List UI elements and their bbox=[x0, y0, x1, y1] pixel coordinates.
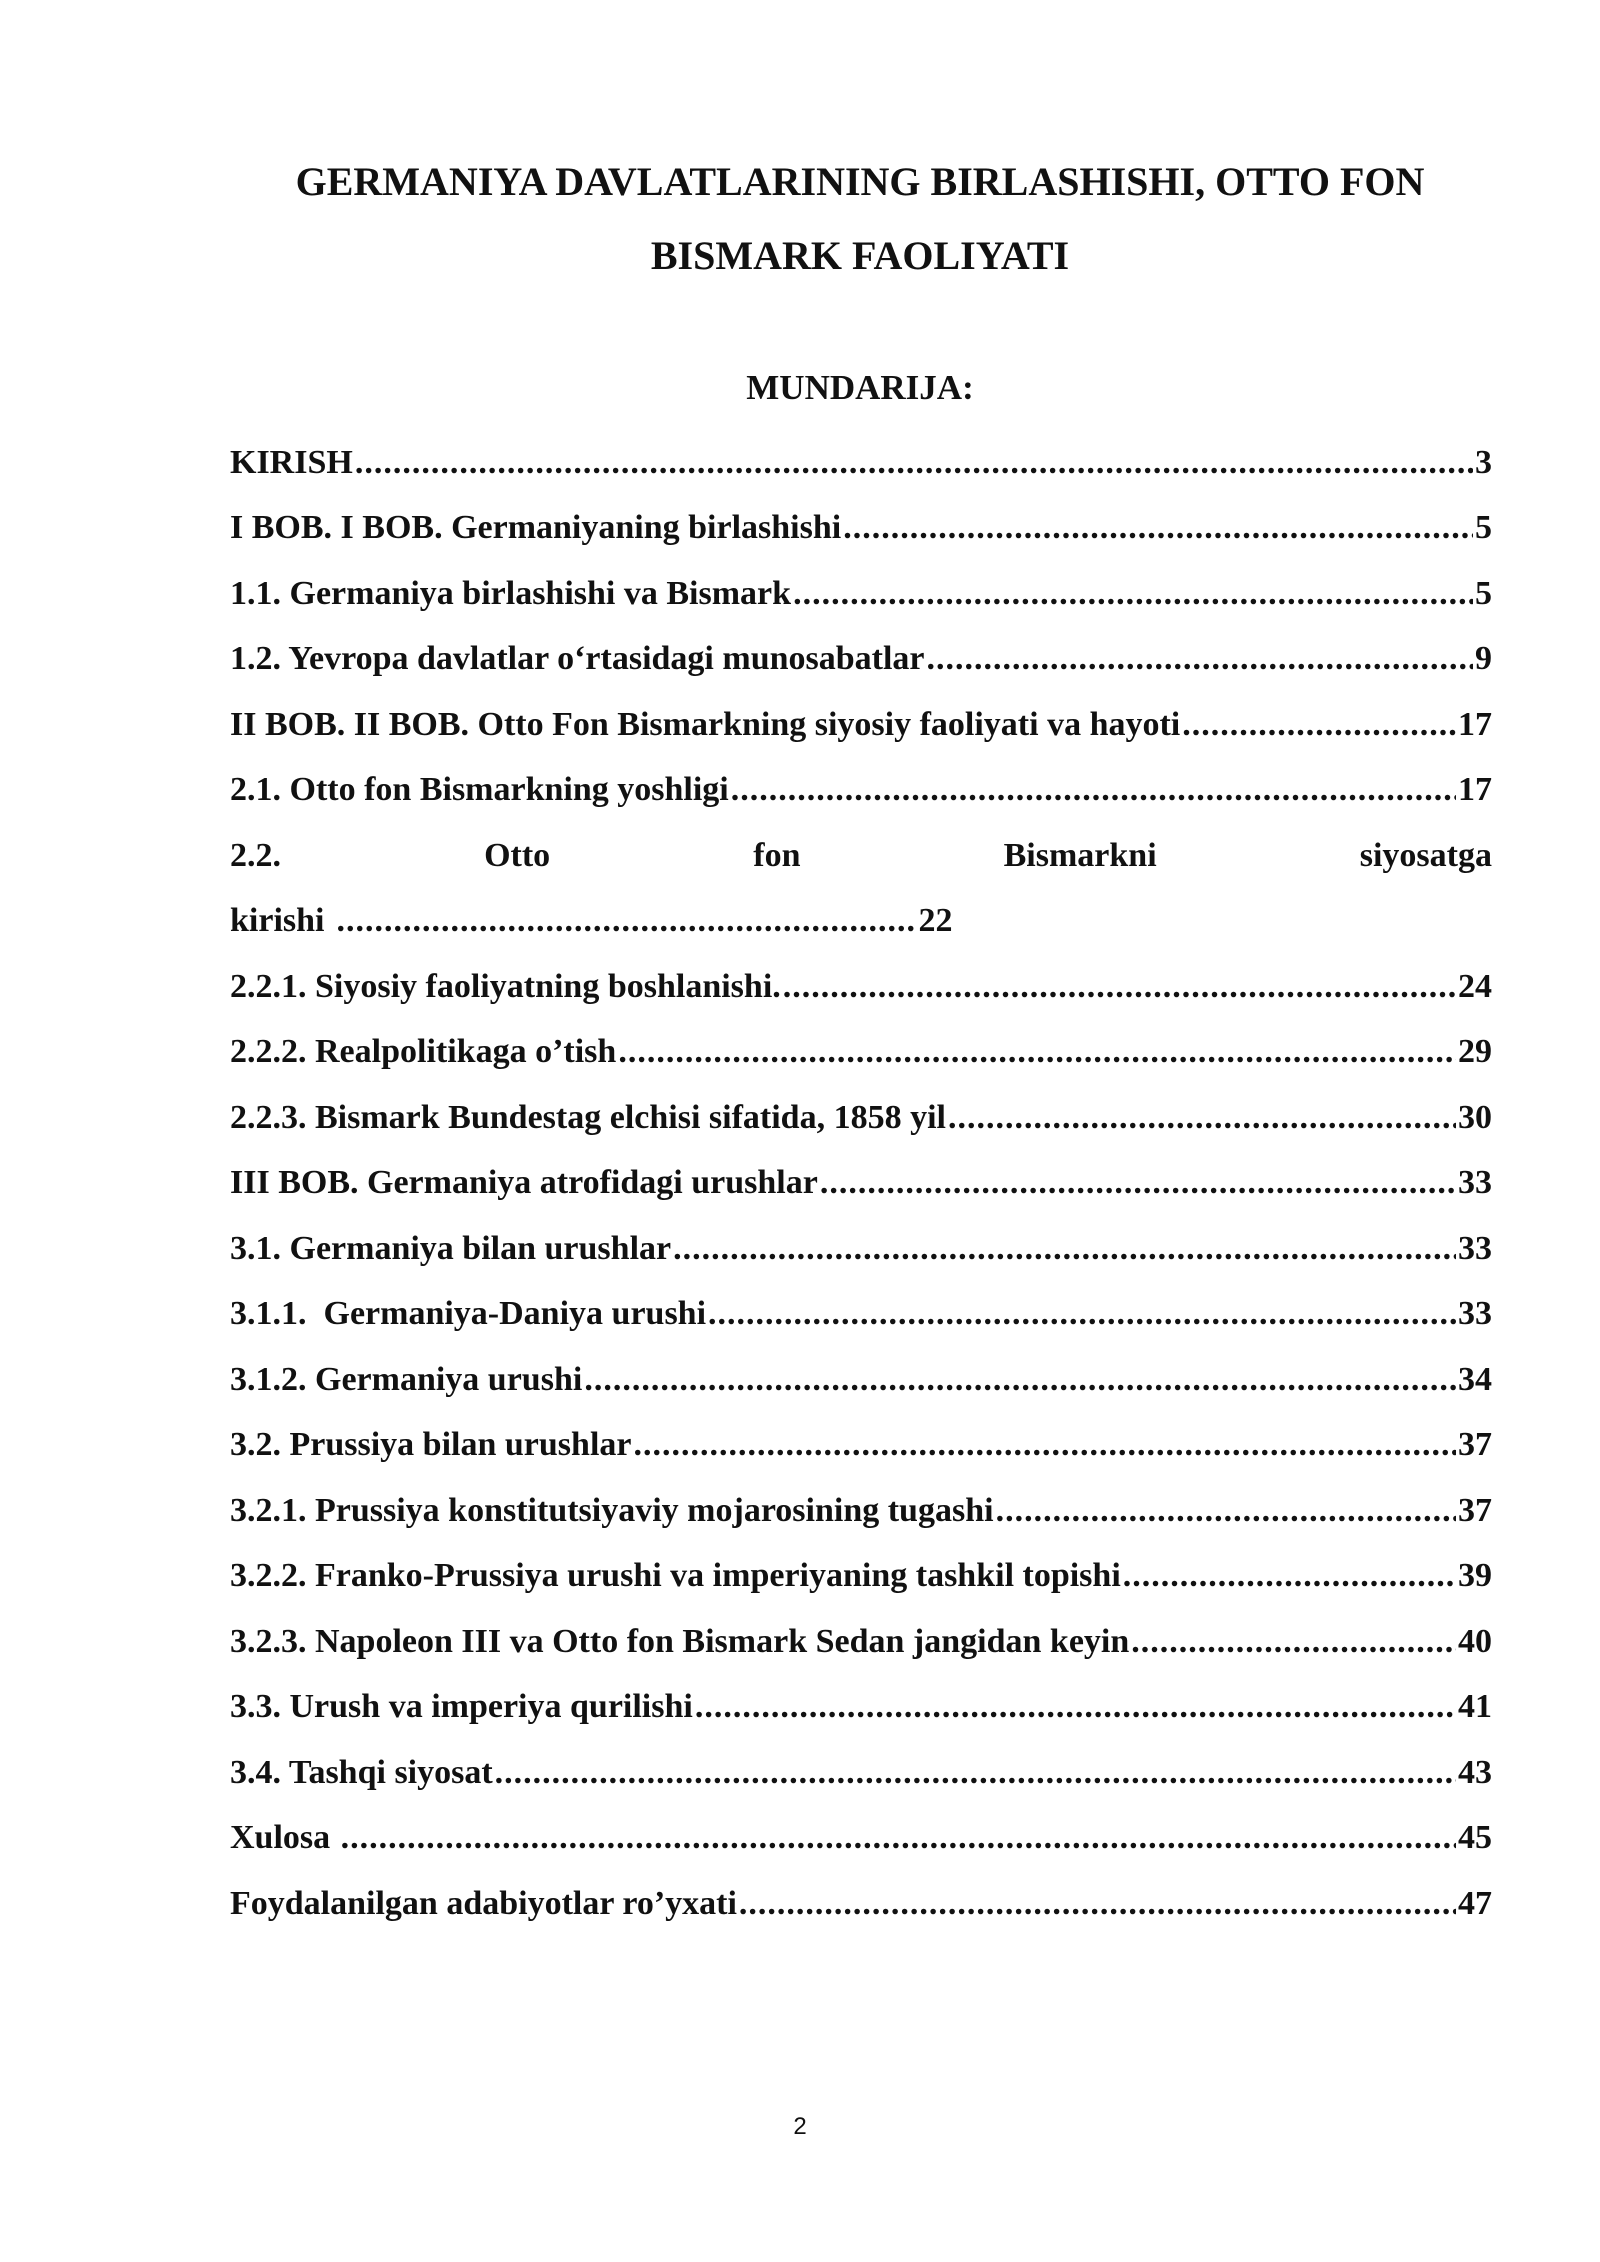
dot-leader bbox=[1131, 1623, 1456, 1661]
toc-entry-label: 3.2.1. Prussiya konstitutsiyaviy mojarosining tugashi bbox=[230, 1491, 994, 1529]
toc-entry-label: I BOB. I BOB. Germaniyaning birlashishi bbox=[230, 509, 842, 547]
dot-leader bbox=[783, 968, 1456, 1006]
dot-leader bbox=[618, 1033, 1456, 1071]
toc-entry bbox=[230, 1413, 1492, 1479]
toc-entry-label: 1.1. Germaniya birlashishi va Bismark bbox=[230, 574, 792, 612]
toc-entry-page: 43 bbox=[1458, 1753, 1492, 1791]
toc-entry bbox=[230, 1675, 1492, 1741]
toc-entry-label: 3.2. Prussiya bilan urushlar bbox=[230, 1426, 632, 1464]
toc-entry bbox=[230, 627, 1492, 693]
toc-entry bbox=[230, 561, 1492, 627]
toc-entry bbox=[230, 954, 1492, 1020]
toc-entry-page: 5 bbox=[1475, 574, 1492, 612]
table-of-contents bbox=[230, 430, 1492, 1937]
toc-entry bbox=[230, 1216, 1492, 1282]
toc-entry-label: Xulosa bbox=[230, 1819, 339, 1857]
toc-entry-label: Foydalanilgan adabiyotlar ro’yxati bbox=[230, 1884, 737, 1922]
toc-entry-page: 39 bbox=[1458, 1557, 1492, 1595]
toc-entry-page: 41 bbox=[1458, 1688, 1492, 1726]
toc-entry-label: KIRISH bbox=[230, 443, 353, 481]
toc-entry-page: 33 bbox=[1458, 1229, 1492, 1267]
toc-entry bbox=[230, 1544, 1492, 1610]
toc-entry bbox=[230, 1740, 1492, 1806]
toc-entry-page: 30 bbox=[1458, 1098, 1492, 1136]
toc-entry-label: 2.2.2. Realpolitikaga o’tish bbox=[230, 1033, 617, 1071]
title-line-2: BISMARK FAOLIYATI bbox=[650, 233, 1070, 278]
toc-entry bbox=[230, 1151, 1492, 1217]
toc-entry-label: 2.2.3. Bismark Bundestag elchisi sifatida, 1858 yil bbox=[230, 1098, 946, 1136]
toc-entry-page: 34 bbox=[1458, 1360, 1492, 1398]
dot-leader bbox=[739, 1885, 1456, 1923]
toc-entry-page: 29 bbox=[1458, 1033, 1492, 1071]
dot-leader bbox=[793, 575, 1473, 613]
dot-leader bbox=[633, 1426, 1456, 1464]
toc-entry-label: 3.3. Urush va imperiya qurilishi bbox=[230, 1688, 693, 1726]
toc-entry-label: 3.1. Germaniya bilan urushlar bbox=[230, 1229, 672, 1267]
toc-entry bbox=[230, 430, 1492, 496]
toc-entry-page: 45 bbox=[1458, 1819, 1492, 1857]
toc-word: Otto bbox=[484, 836, 551, 874]
toc-entry-page: 37 bbox=[1458, 1426, 1492, 1464]
toc-entry bbox=[230, 1085, 1492, 1151]
toc-entry-page: 33 bbox=[1458, 1164, 1492, 1202]
toc-entry-label: 3.1.2. Germaniya urushi bbox=[230, 1360, 583, 1398]
toc-entry-page: 5 bbox=[1475, 509, 1492, 547]
dot-leader bbox=[673, 1230, 1456, 1268]
toc-entry-label: 3.4. Tashqi siyosat bbox=[230, 1753, 493, 1791]
toc-entry bbox=[230, 1347, 1492, 1413]
dot-leader bbox=[1182, 706, 1456, 744]
toc-entry-page: 3 bbox=[1475, 443, 1492, 481]
dot-leader bbox=[843, 509, 1473, 547]
toc-entry bbox=[230, 1282, 1492, 1348]
toc-entry-label: III BOB. Germaniya atrofidagi urushlar bbox=[230, 1164, 818, 1202]
toc-entry-page: 17 bbox=[1458, 771, 1492, 809]
dot-leader bbox=[495, 1754, 1456, 1792]
toc-entry bbox=[230, 1020, 1492, 1086]
dot-leader bbox=[336, 902, 916, 940]
toc-entry-page: 33 bbox=[1458, 1295, 1492, 1333]
page-number: 2 bbox=[793, 2113, 807, 2140]
toc-entry-justified bbox=[230, 823, 1492, 889]
toc-word: siyosatga bbox=[1359, 836, 1492, 874]
toc-entry-page: 40 bbox=[1458, 1622, 1492, 1660]
dot-leader bbox=[355, 444, 1473, 482]
toc-entry bbox=[230, 889, 1492, 955]
document-title bbox=[220, 145, 1500, 293]
dot-leader bbox=[695, 1688, 1456, 1726]
dot-leader bbox=[948, 1099, 1456, 1137]
dot-leader bbox=[996, 1492, 1456, 1530]
toc-entry-label: 2.1. Otto fon Bismarkning yoshligi bbox=[230, 771, 729, 809]
dot-leader bbox=[708, 1295, 1456, 1333]
toc-word: 2.2. bbox=[230, 836, 281, 874]
toc-entry-label: II BOB. II BOB. Otto Fon Bismarkning siyosiy faoliyati va hayoti bbox=[230, 705, 1181, 743]
dot-leader bbox=[341, 1819, 1456, 1857]
dot-leader bbox=[927, 640, 1473, 678]
toc-word: fon bbox=[753, 836, 801, 874]
toc-entry-page: 17 bbox=[1458, 705, 1492, 743]
toc-entry-label: kirishi bbox=[230, 902, 325, 940]
toc-entry-label: 1.2. Yevropa davlatlar o‘rtasidagi munosabatlar bbox=[230, 640, 925, 678]
title-line-1: GERMANIYA DAVLATLARINING BIRLASHISHI, OTTO FON bbox=[295, 159, 1425, 204]
toc-entry-page: 37 bbox=[1458, 1491, 1492, 1529]
toc-word: Bismarkni bbox=[1003, 836, 1157, 874]
dot-leader bbox=[731, 771, 1456, 809]
toc-entry-page: 24 bbox=[1458, 967, 1492, 1005]
toc-entry-label: 2.2.1. Siyosiy faoliyatning boshlanishi. bbox=[230, 967, 781, 1005]
toc-entry-label: 3.2.2. Franko-Prussiya urushi va imperiyaning tashkil topishi bbox=[230, 1557, 1121, 1595]
toc-heading: MUNDARIJA: bbox=[746, 368, 974, 407]
toc-entry-page: 9 bbox=[1475, 640, 1492, 678]
toc-entry bbox=[230, 1871, 1492, 1937]
dot-leader bbox=[820, 1164, 1456, 1202]
toc-entry-label: 3.1.1. Germaniya-Daniya urushi bbox=[230, 1295, 707, 1333]
toc-entry bbox=[230, 496, 1492, 562]
dot-leader bbox=[584, 1361, 1456, 1399]
toc-entry bbox=[230, 1806, 1492, 1872]
dot-leader bbox=[1123, 1557, 1456, 1595]
toc-entry bbox=[230, 1609, 1492, 1675]
toc-entry-page: 47 bbox=[1458, 1884, 1492, 1922]
toc-entry bbox=[230, 1478, 1492, 1544]
toc-entry bbox=[230, 692, 1492, 758]
toc-entry bbox=[230, 758, 1492, 824]
toc-entry-label: 3.2.3. Napoleon III va Otto fon Bismark Sedan jangidan keyin bbox=[230, 1622, 1130, 1660]
toc-entry-page: 22 bbox=[918, 902, 953, 940]
